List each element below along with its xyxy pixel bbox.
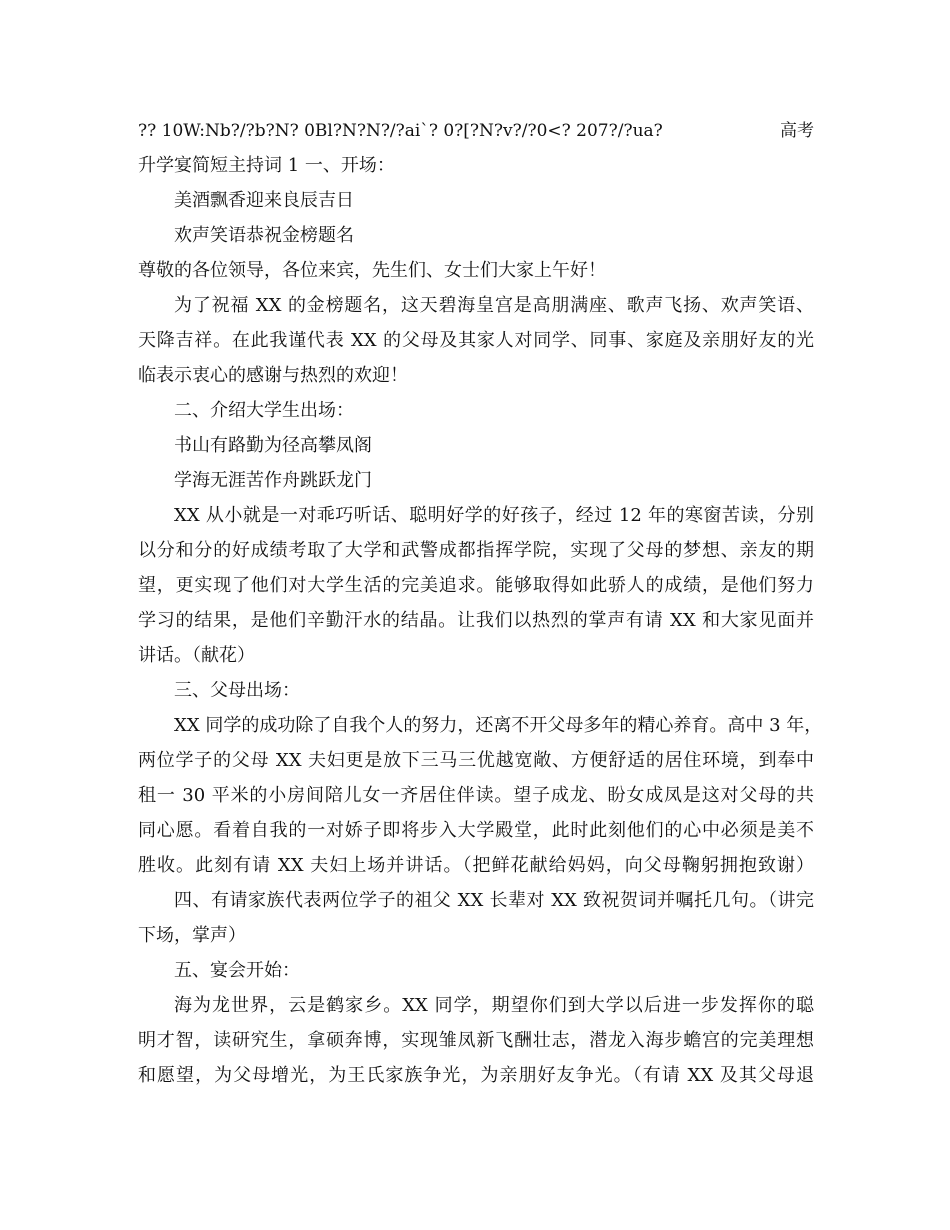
paragraph-line: 以分和分的好成绩考取了大学和武警成都指挥学院，实现了父母的梦想、亲友的期 [138,540,814,561]
greeting-line: 尊敬的各位领导，各位来宾，先生们、女士们大家上午好！ [138,260,606,281]
section-heading: 四、有请家族代表两位学子的祖父 XX 长辈对 XX 致祝贺词并嘱托几句。（讲完 [174,890,814,911]
paragraph-line: XX 从小就是一对乖巧听话、聪明好学的好孩子，经过 12 年的寒窗苦读，分别 [174,505,814,526]
document-title-line: 升学宴简短主持词 1 一、开场： [138,155,395,176]
paragraph-line: 两位学子的父母 XX 夫妇更是放下三马三优越宽敞、方便舒适的居住环境，到奉中 [138,750,814,771]
paragraph-line: 学习的结果，是他们辛勤汗水的结晶。让我们以热烈的掌声有请 XX 和大家见面并 [138,610,814,631]
paragraph-line: 和愿望，为父母增光，为王氏家族争光，为亲朋好友争光。（有请 XX 及其父母退 [138,1065,814,1086]
opening-couplet-line-2: 欢声笑语恭祝金榜题名 [174,225,354,246]
garbled-header-text: ?? 10W:Nb?/?b?N? 0Bl?N?N?/?ai`? 0?[?N?v?/?0<? 207?/?ua? [138,121,663,141]
paragraph-line: 临表示衷心的感谢与热烈的欢迎！ [138,365,408,386]
paragraph-line: 天降吉祥。在此我谨代表 XX 的父母及其家人对同学、同事、家庭及亲朋好友的光 [138,330,814,351]
section-heading: 五、宴会开始： [174,960,300,981]
opening-couplet-line-1: 美酒飘香迎来良辰吉日 [174,190,354,211]
section-heading: 三、父母出场： [174,680,300,701]
section-heading: 二、介绍大学生出场： [174,400,354,421]
header-title-fragment: 高考 [780,121,814,141]
couplet-line: 学海无涯苦作舟跳跃龙门 [174,470,372,491]
paragraph-line: 明才智，读研究生，拿硕奔博，实现雏凤新飞酬壮志，潜龙入海步蟾宫的完美理想 [138,1030,814,1051]
paragraph-line: 为了祝福 XX 的金榜题名，这天碧海皇宫是高朋满座、歌声飞扬、欢声笑语、 [174,295,814,316]
paragraph-line: 望，更实现了他们对大学生活的完美追求。能够取得如此骄人的成绩，是他们努力 [138,575,814,596]
paragraph-line: XX 同学的成功除了自我个人的努力，还离不开父母多年的精心养育。高中 3 年， [174,715,823,736]
paragraph-line: 租一 30 平米的小房间陪儿女一齐居住伴读。望子成龙、盼女成凤是这对父母的共 [138,785,814,806]
paragraph-line: 海为龙世界，云是鹤家乡。XX 同学，期望你们到大学以后进一步发挥你的聪 [174,995,814,1016]
paragraph-line: 下场，掌声） [138,925,246,946]
couplet-line: 书山有路勤为径高攀凤阁 [174,435,372,456]
paragraph-line: 同心愿。看着自我的一对娇子即将步入大学殿堂，此时此刻他们的心中必须是美不 [138,820,814,841]
paragraph-line: 讲话。（献花） [138,645,255,666]
paragraph-line: 胜收。此刻有请 XX 夫妇上场并讲话。（把鲜花献给妈妈，向父母鞠躬拥抱致谢） [138,855,814,876]
